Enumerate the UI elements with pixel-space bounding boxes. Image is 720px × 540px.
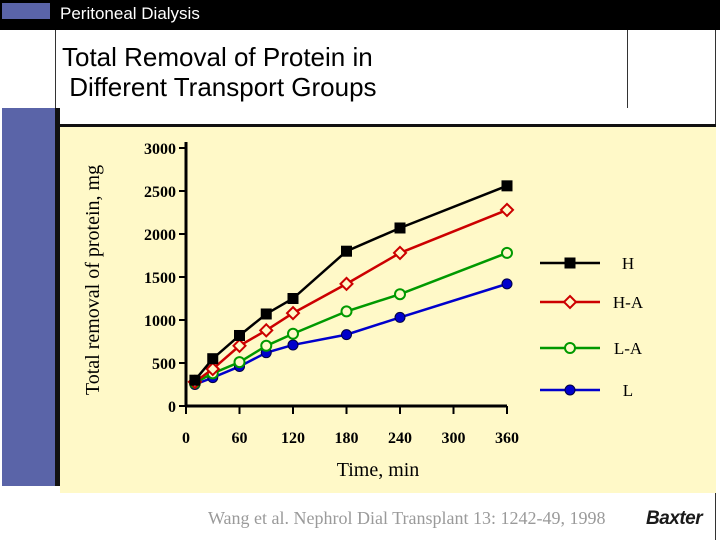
data-point-h [261,308,272,319]
x-tick-label: 180 [334,430,359,447]
y-axis-label: Total removal of protein, mg [82,164,104,396]
x-tick-label: 120 [281,430,305,447]
data-point-h [341,246,352,257]
baxter-logo: Baxter [646,508,703,529]
legend-label: L [622,381,634,400]
data-point-l [502,279,512,289]
series-layer [189,180,513,389]
data-point-l [342,330,352,340]
y-tick-label: 0 [168,399,176,416]
x-tick-label: 360 [495,430,519,447]
citation: Wang et al. Nephrol Dial Transplant 13: 1242-49, 1998 [208,508,606,528]
data-point-h-a [394,247,406,259]
data-point-l-a [261,341,271,351]
legend-item-l-a [540,339,643,358]
series-l-a [190,248,512,388]
data-point-h [395,222,406,233]
x-axis-label: Time, min [336,459,420,481]
legend-marker-h-a [564,296,576,308]
data-point-h [207,353,218,364]
y-tick-label: 3000 [144,141,176,158]
y-tick-label: 2000 [144,227,176,244]
data-point-h [502,180,513,191]
data-point-h-a [260,324,272,336]
x-tick-label: 300 [441,430,466,447]
axes [144,141,519,447]
data-point-h-a [341,278,353,290]
data-point-l-a [395,289,405,299]
legend [540,254,644,400]
legend-label: H [621,254,635,273]
data-point-h [234,330,245,341]
header-title: Peritoneal Dialysis [60,4,200,23]
data-point-l-a [288,329,298,339]
data-point-l [395,312,405,322]
x-tick-label: 60 [231,430,248,447]
y-tick-label: 1500 [144,270,176,287]
legend-item-h [540,254,634,273]
data-point-h [288,293,299,304]
y-tick-label: 2500 [144,184,176,201]
legend-marker-h [565,258,576,269]
data-point-l-a [342,306,352,316]
legend-label: H-A [612,293,644,312]
data-point-l [288,340,298,350]
legend-label: L-A [613,339,643,358]
x-tick-label: 240 [388,430,412,447]
data-point-l-a [502,248,512,258]
x-tick-label: 0 [182,430,190,447]
slide-title-line-2: Different Transport Groups [62,72,377,102]
y-tick-label: 1000 [144,313,176,330]
slide-title-line-1: Total Removal of Protein in [62,42,373,72]
data-point-h [189,375,200,386]
legend-marker-l-a [565,343,575,353]
legend-marker-l [565,385,575,395]
series-line-h-a [195,210,507,382]
data-point-h-a [287,307,299,319]
data-point-l-a [235,357,245,367]
legend-item-l [540,381,633,400]
legend-item-h-a [540,293,644,312]
data-point-h-a [501,204,513,216]
y-tick-label: 500 [152,356,176,373]
